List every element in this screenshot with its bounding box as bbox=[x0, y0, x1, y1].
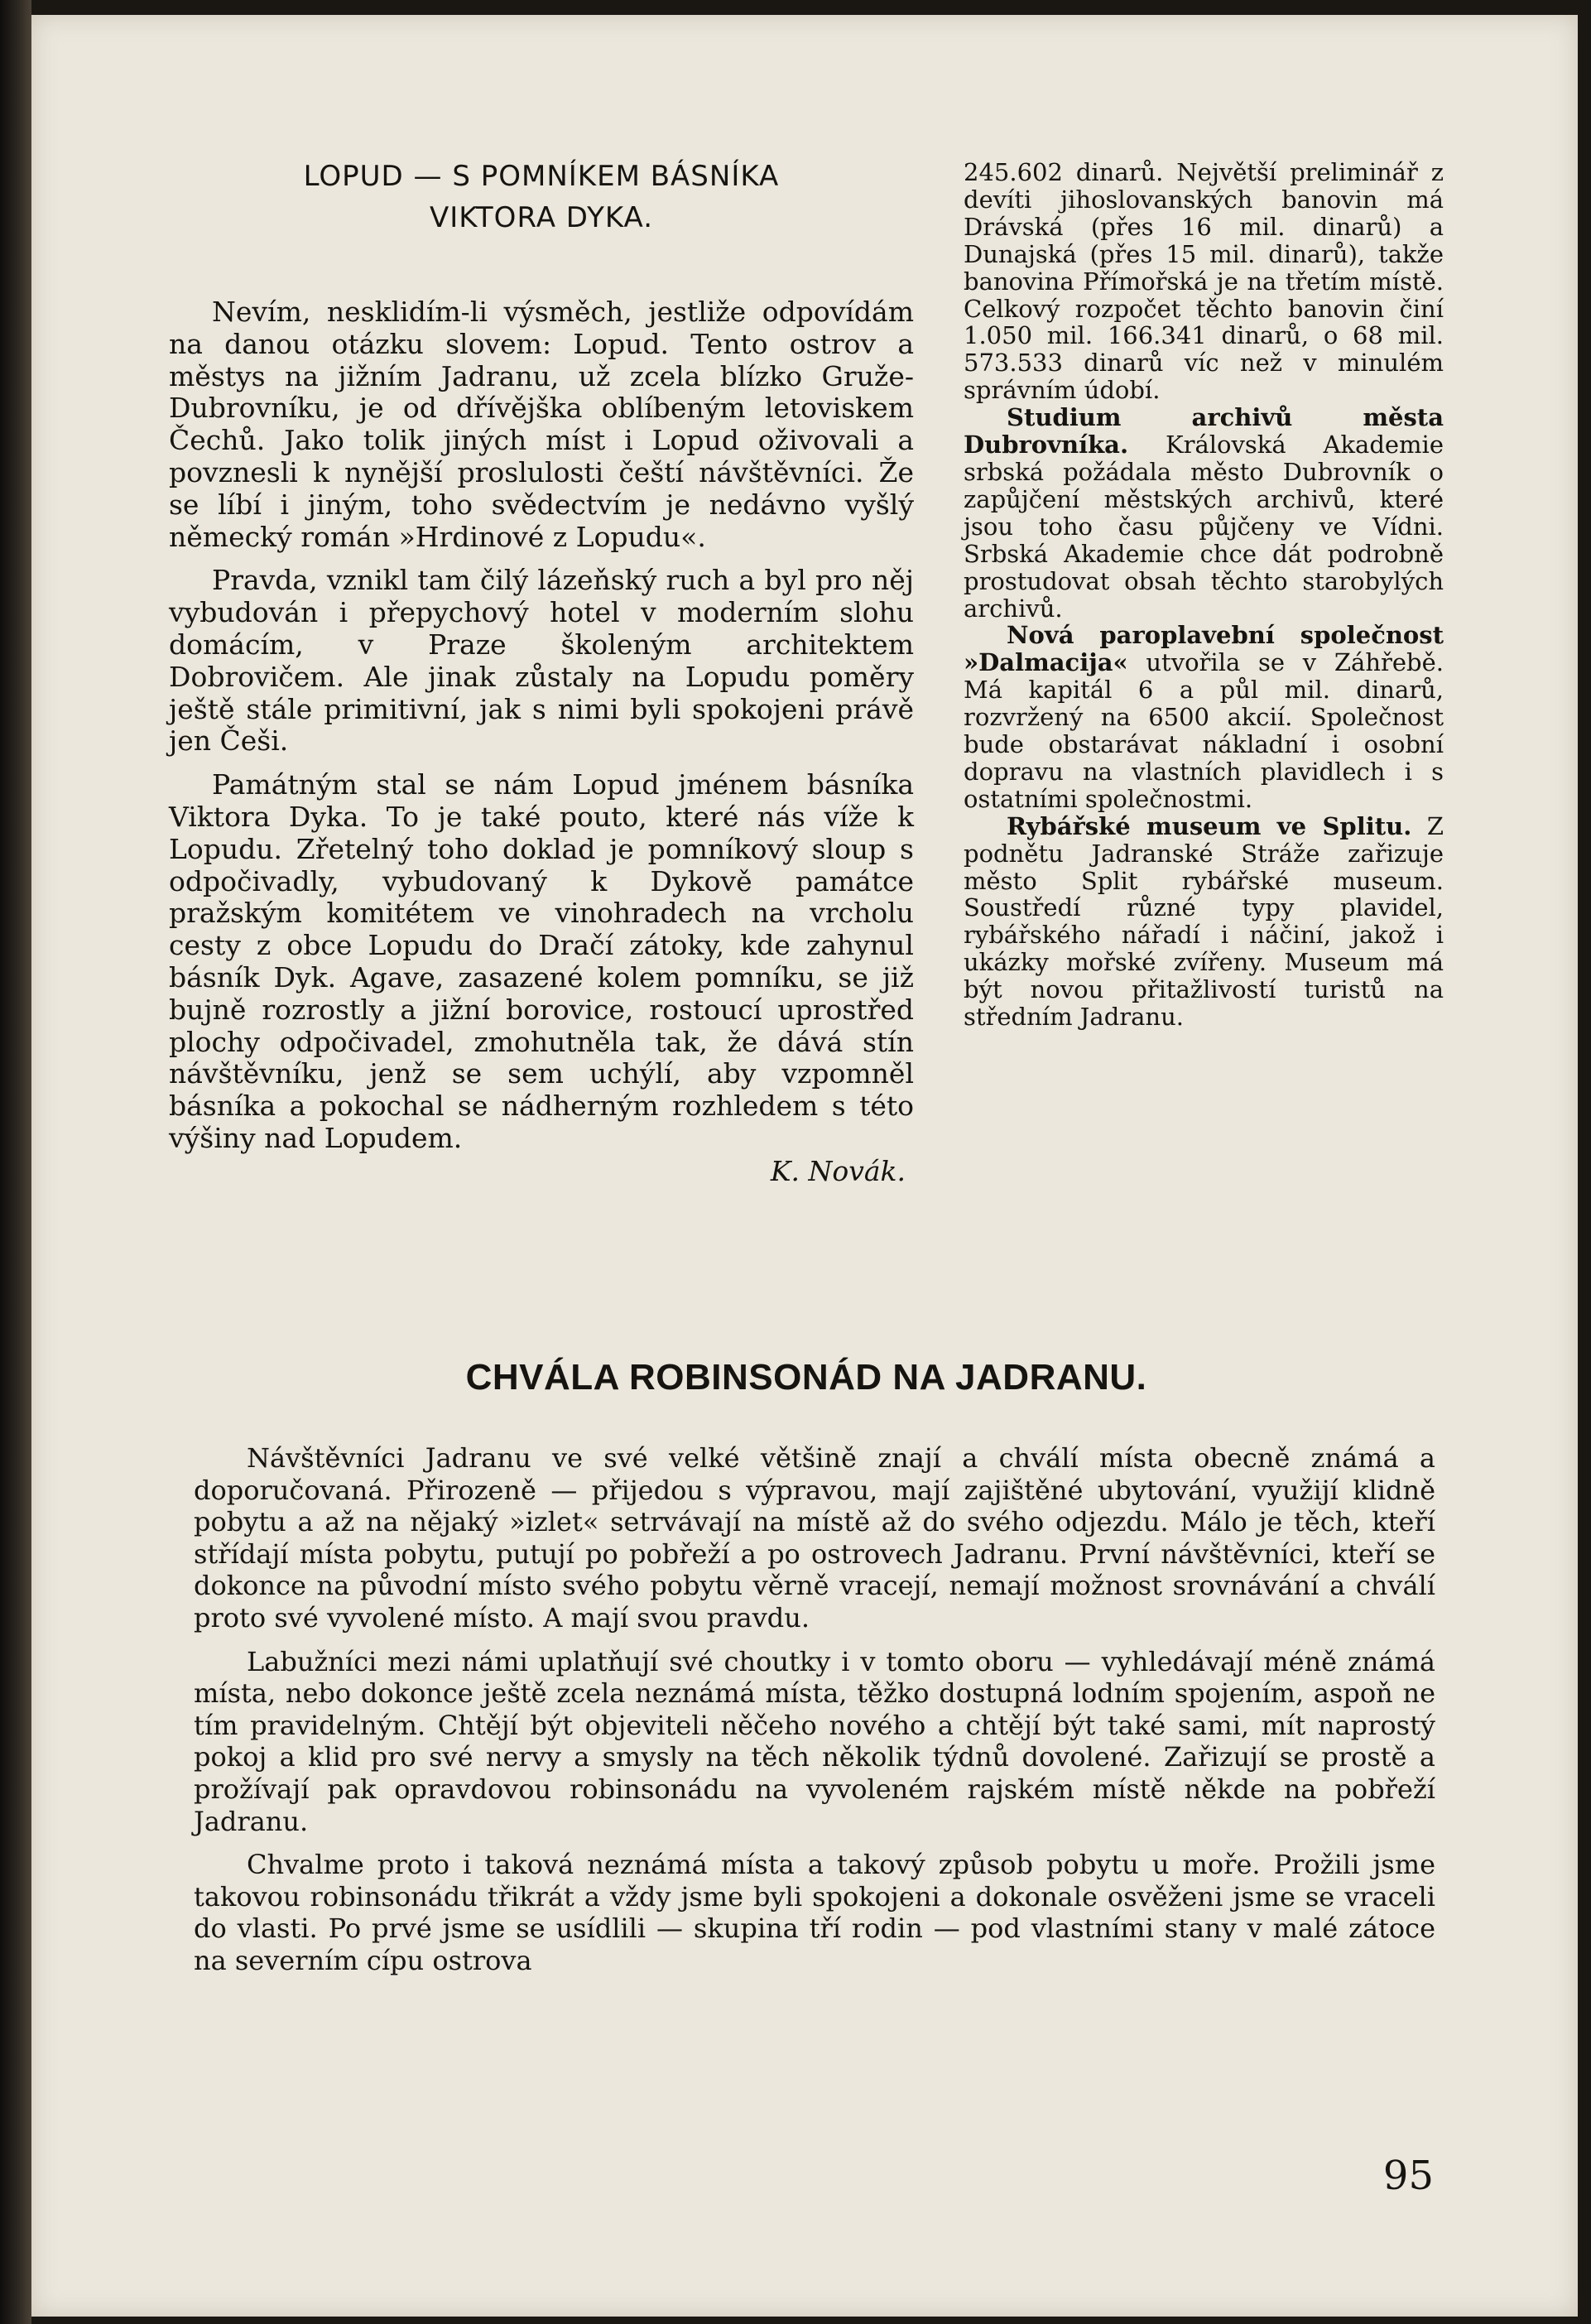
news-item-archives-heading: Studium archivů města Dubrovníka. bbox=[964, 403, 1444, 460]
news-item-shipping-body: utvořila se v Záhřebě. Má kapitál 6 a půl mil. dinarů, rozvržený na 6500 akcií. Společnost bude obstarávat nákladní i osobní dopravu na vlastních plavidlech i s ostatními společnostmi. bbox=[964, 648, 1444, 813]
robinson-paragraph-1: Návštěvníci Jadranu ve své velké většině znají a chválí místa obecně známá a doporučovaná. Přirozeně — přijedou s výpravou, mají zajištěné ubytování, využijí klidně pobytu a až na nějaký »izlet« setrvávají na místě až do svého odjezdu. Málo je těch, kteří střídají místa pobytu, putují po pobřeží a po ostrovech Jadranu. První návštěvníci, kteří se dokonce na původní místo svého pobytu věrně vracejí, nemají možnost srovnávání a chválí proto své vyvolené místo. A mají svou pravdu. bbox=[194, 1442, 1435, 1634]
robinson-article-title: CHVÁLA ROBINSONÁD NA JADRANU. bbox=[465, 1357, 1147, 1398]
lopud-paragraph-1: Nevím, nesklidím-li výsměch, jestliže odpovídám na danou otázku slovem: Lopud. Tento ostrov a městys na jižním Jadranu, už zcela blízko Gruže-Dubrovníku, je od dřívějška oblíbeným letoviskem Čechů. Jako tolik jiných míst i Lopud oživovali a povznesli k nynější proslulosti čeští návštěvníci. Že se líbí i jiným, toho svědectvím je nedávno vyšlý německý román »Hrdinové z Lopudu«. bbox=[169, 296, 914, 553]
lopud-paragraph-2: Pravda, vznikl tam čilý lázeňský ruch a byl pro něj vybudován i přepychový hotel v moderním slohu domácím, v Praze školeným architektem Dobrovičem. Ale jinak zůstaly na Lopudu poměry ještě stále primitivní, jak s nimi byli spokojeni právě jen Češi. bbox=[169, 564, 914, 758]
robinson-article bbox=[194, 1442, 1435, 1977]
robinson-paragraph-2: Labužníci mezi námi uplatňují své choutky i v tomto oboru — vyhledávají méně známá místa, nebo dokonce ještě zcela neznámá místa, těžko dostupná lodním spojením, aspoň ne tím pravidelným. Chtějí být objeviteli něčeho nového a chtějí být také sami, mít naprostý pokoj a klid pro své nervy a smysly na těch několik týdnů dovolené. Zařizují se prostě a prožívají pak opravdovou robinsonádu na vyvoleném rajském místě někde na pobřeží Jadranu. bbox=[194, 1645, 1435, 1837]
news-column bbox=[964, 159, 1444, 1031]
lopud-paragraph-3: Památným stal se nám Lopud jménem básníka Viktora Dyka. To je také pouto, které nás víže k Lopudu. Zřetelný toho doklad je pomníkový sloup s odpočivadly, vybudovaný k Dykově památce pražským komitétem ve vinohradech na vrcholu cesty z obce Lopudu do Dračí zátoky, kde zahynul básník Dyk. Agave, zasazené kolem pomníku, se již bujně rozrostly a jižní borovice, rostoucí uprostřed plochy odpočivadel, zmohutněla tak, že dává stín návštěvníku, jenž se sem uchýlí, aby vzpomněl básníka a pokochal se nádherným rozhledem s této výšiny nad Lopudem. bbox=[169, 768, 914, 1154]
news-item-museum bbox=[964, 813, 1444, 1031]
lopud-title-line-1: LOPUD — S POMNÍKEM BÁSNÍKA bbox=[303, 160, 780, 193]
lopud-article bbox=[169, 156, 914, 1188]
page-number: 95 bbox=[1382, 2153, 1434, 2199]
news-item-archives bbox=[964, 404, 1444, 622]
news-item-museum-heading: Rybářské museum ve Splitu. bbox=[1007, 811, 1412, 840]
scanned-page bbox=[31, 15, 1578, 2317]
news-item-archives-body: Královská Akademie srbská požádala město Dubrovník o zapůjčení městských archivů, které jsou toho času půjčeny ve Vídni. Srbská Akademie chce dát podrobně prostudovat obsah těchto starobylých archivů. bbox=[964, 431, 1444, 623]
news-intro: 245.602 dinarů. Největší preliminář z devíti jihoslovanských banovin má Drávská (přes 16 mil. dinarů) a Dunajská (přes 15 mil. dinarů), takže banovina Přímořská je na třetím místě. Celkový rozpočet těchto banovin činí 1.050 mil. 166.341 dinarů, o 68 mil. 573.533 dinarů víc než v minulém správním údobí. bbox=[964, 158, 1444, 405]
lopud-article-title bbox=[169, 156, 914, 238]
article-author: K. Novák. bbox=[770, 1154, 906, 1187]
robinson-paragraph-3: Chvalme proto i taková neznámá místa a takový způsob pobytu u moře. Prožili jsme takovou robinsonádu třikrát a vždy jsme byli spokojeni a dokonale osvěženi jsme se vraceli do vlasti. Po prvé jsme se usídlili — skupina tří rodin — pod vlastními stany v malé zátoce na severním cípu ostrova bbox=[194, 1849, 1435, 1976]
book-binding-edge bbox=[0, 0, 31, 2324]
news-item-shipping-heading: Nová paroplavební společnost »Dalmacija« bbox=[964, 621, 1444, 677]
lopud-title-line-2: VIKTORA DYKA. bbox=[429, 201, 654, 234]
news-item-shipping bbox=[964, 622, 1444, 812]
news-item-museum-body: Z podnětu Jadranské Stráže zařizuje město Split rybářské museum. Soustředí různé typy plavidel, rybářského nářadí i náčiní, jakož i ukázky mořské zvířeny. Museum má být novou přitažlivostí turistů na středním Jadranu. bbox=[964, 811, 1444, 1032]
